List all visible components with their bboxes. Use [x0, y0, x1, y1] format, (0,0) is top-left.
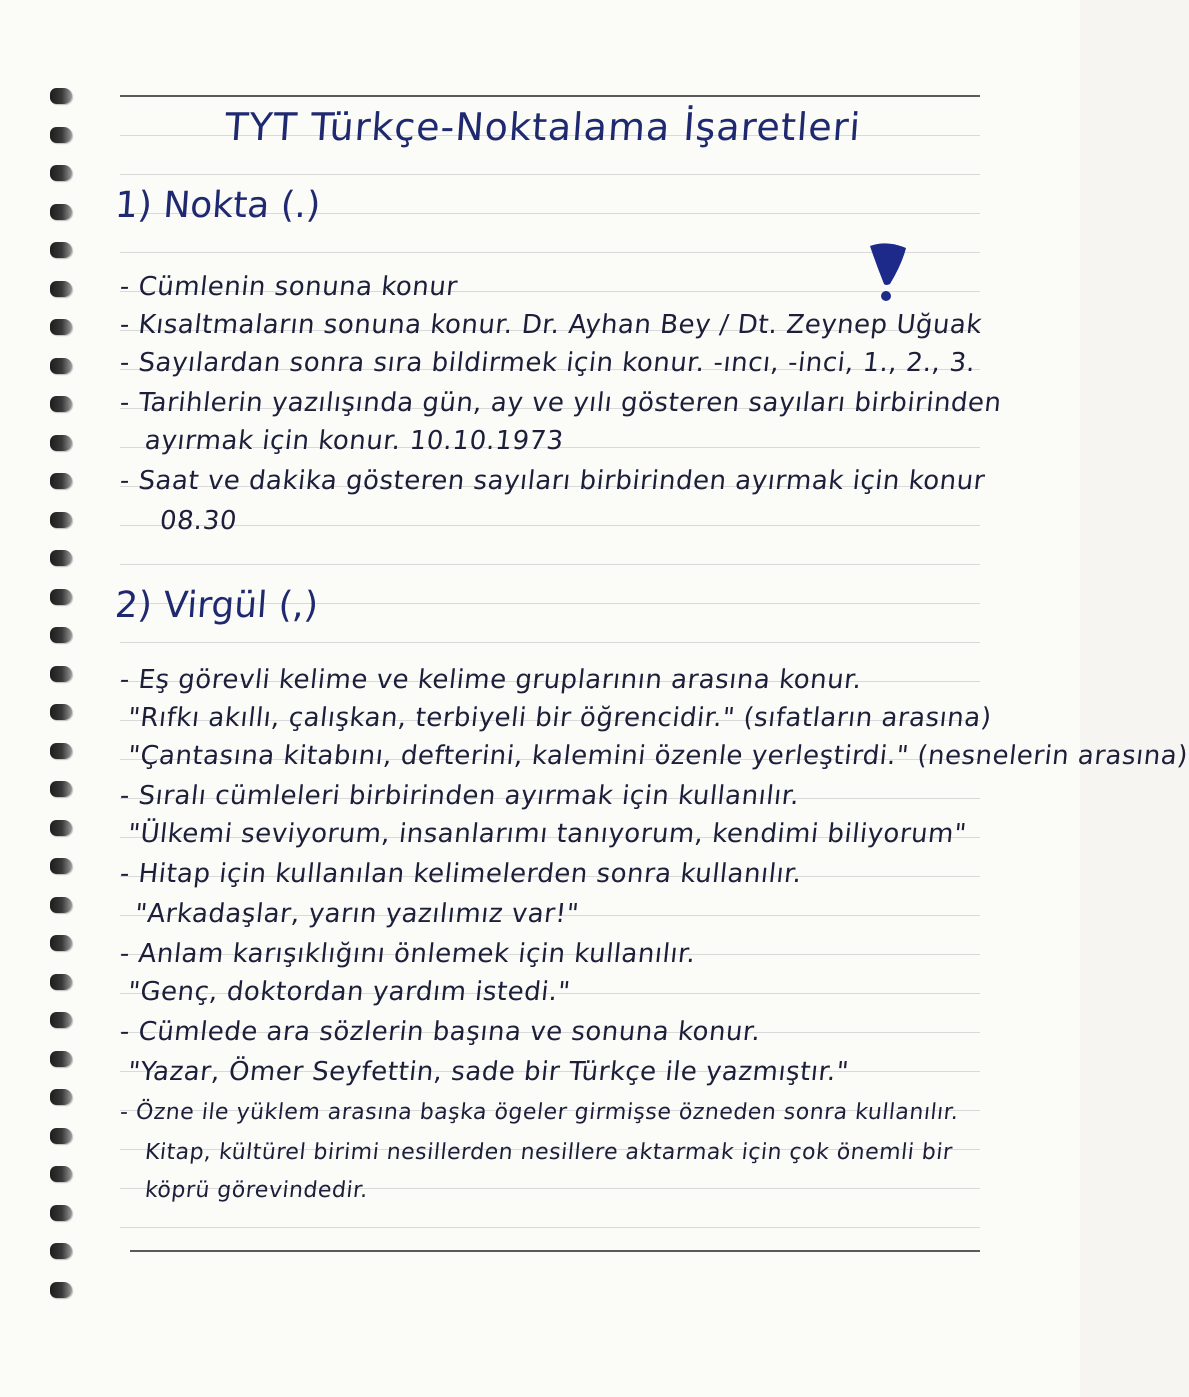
- spiral-ring: [50, 1128, 72, 1144]
- nokta-rule-2: - Kısaltmaların sonuna konur. Dr. Ayhan Bey / Dt. Zeynep Uğuak: [118, 310, 984, 340]
- spiral-ring: [50, 281, 72, 297]
- spiral-ring: [50, 1243, 72, 1259]
- spiral-ring: [50, 550, 72, 566]
- ruled-line: [120, 252, 980, 253]
- virgul-rule-6: - Özne ile yüklem arasına başka ögeler girmişse özneden sonra kullanılır.: [118, 1100, 961, 1125]
- spiral-ring: [50, 358, 72, 374]
- bottom-margin-line: [130, 1250, 980, 1252]
- virgul-example-7: Kitap, kültürel birimi nesillerden nesillere aktarmak için çok önemli bir: [143, 1140, 954, 1165]
- virgul-rule-1: - Eş görevli kelime ve kelime gruplarının arasına konur.: [118, 665, 864, 695]
- spiral-ring: [50, 704, 72, 720]
- virgul-rule-3: - Hitap için kullanılan kelimelerden sonra kullanılır.: [118, 859, 804, 889]
- virgul-example-6: "Yazar, Ömer Seyfettin, sade bir Türkçe ile yazmıştır.": [126, 1057, 851, 1087]
- section-heading-nokta: 1) Nokta (.): [113, 185, 322, 226]
- ruled-line: [120, 174, 980, 175]
- spiral-ring: [50, 435, 72, 451]
- nokta-example-time: 08.30: [158, 506, 239, 536]
- spiral-ring: [50, 1012, 72, 1028]
- spiral-ring: [50, 473, 72, 489]
- top-margin-line: [120, 95, 980, 97]
- spiral-ring: [50, 935, 72, 951]
- spiral-ring: [50, 127, 72, 143]
- spiral-ring: [50, 666, 72, 682]
- virgul-rule-2: - Sıralı cümleleri birbirinden ayırmak için kullanılır.: [118, 781, 801, 811]
- virgul-example-1: "Rıfkı akıllı, çalışkan, terbiyeli bir öğrencidir." (sıfatların arasına): [126, 703, 994, 733]
- virgul-example-4: "Arkadaşlar, yarın yazılımız var!": [133, 899, 581, 929]
- virgul-rule-4: - Anlam karışıklığını önlemek için kullanılır.: [118, 939, 698, 969]
- section-heading-virgul: 2) Virgül (,): [113, 585, 320, 626]
- virgul-example-3: "Ülkemi seviyorum, insanlarımı tanıyorum, kendimi biliyorum": [126, 819, 968, 849]
- nokta-rule-1: - Cümlenin sonuna konur: [118, 272, 460, 302]
- virgul-example-2: "Çantasına kitabını, defterini, kalemini özenle yerleştirdi." (nesnelerin arasına): [126, 741, 1189, 771]
- spiral-ring: [50, 204, 72, 220]
- spiral-ring: [50, 743, 72, 759]
- spiral-ring: [50, 396, 72, 412]
- virgul-example-5: "Genç, doktordan yardım istedi.": [126, 977, 572, 1007]
- spiral-ring: [50, 512, 72, 528]
- spiral-ring: [50, 1205, 72, 1221]
- nokta-rule-5: - Saat ve dakika gösteren sayıları birbirinden ayırmak için konur: [118, 466, 987, 496]
- spiral-ring: [50, 1282, 72, 1298]
- spiral-ring: [50, 897, 72, 913]
- nokta-rule-4-cont: ayırmak için konur. 10.10.1973: [143, 426, 566, 456]
- spiral-ring: [50, 242, 72, 258]
- spiral-ring: [50, 1051, 72, 1067]
- ruled-line: [120, 1227, 980, 1228]
- spiral-ring: [50, 319, 72, 335]
- spiral-ring: [50, 858, 72, 874]
- nokta-rule-3: - Sayılardan sonra sıra bildirmek için konur. -ıncı, -inci, 1., 2., 3.: [118, 348, 977, 378]
- spiral-ring: [50, 1166, 72, 1182]
- spiral-ring: [50, 589, 72, 605]
- spiral-ring: [50, 88, 72, 104]
- ruled-line: [120, 642, 980, 643]
- spiral-ring: [50, 781, 72, 797]
- virgul-example-7-cont: köprü görevindedir.: [143, 1178, 370, 1203]
- spiral-ring: [50, 165, 72, 181]
- spiral-ring: [50, 820, 72, 836]
- spiral-binding: [0, 0, 90, 1397]
- exclamation-icon: [862, 242, 912, 304]
- spiral-ring: [50, 627, 72, 643]
- ruled-line: [120, 564, 980, 565]
- nokta-rule-4: - Tarihlerin yazılışında gün, ay ve yılı gösteren sayıları birbirinden: [118, 388, 1004, 418]
- spiral-ring: [50, 1089, 72, 1105]
- virgul-rule-5: - Cümlede ara sözlerin başına ve sonuna konur.: [118, 1017, 763, 1047]
- page-title: TYT Türkçe-Noktalama İşaretleri: [223, 105, 863, 149]
- spiral-ring: [50, 974, 72, 990]
- ruled-line: [120, 525, 980, 526]
